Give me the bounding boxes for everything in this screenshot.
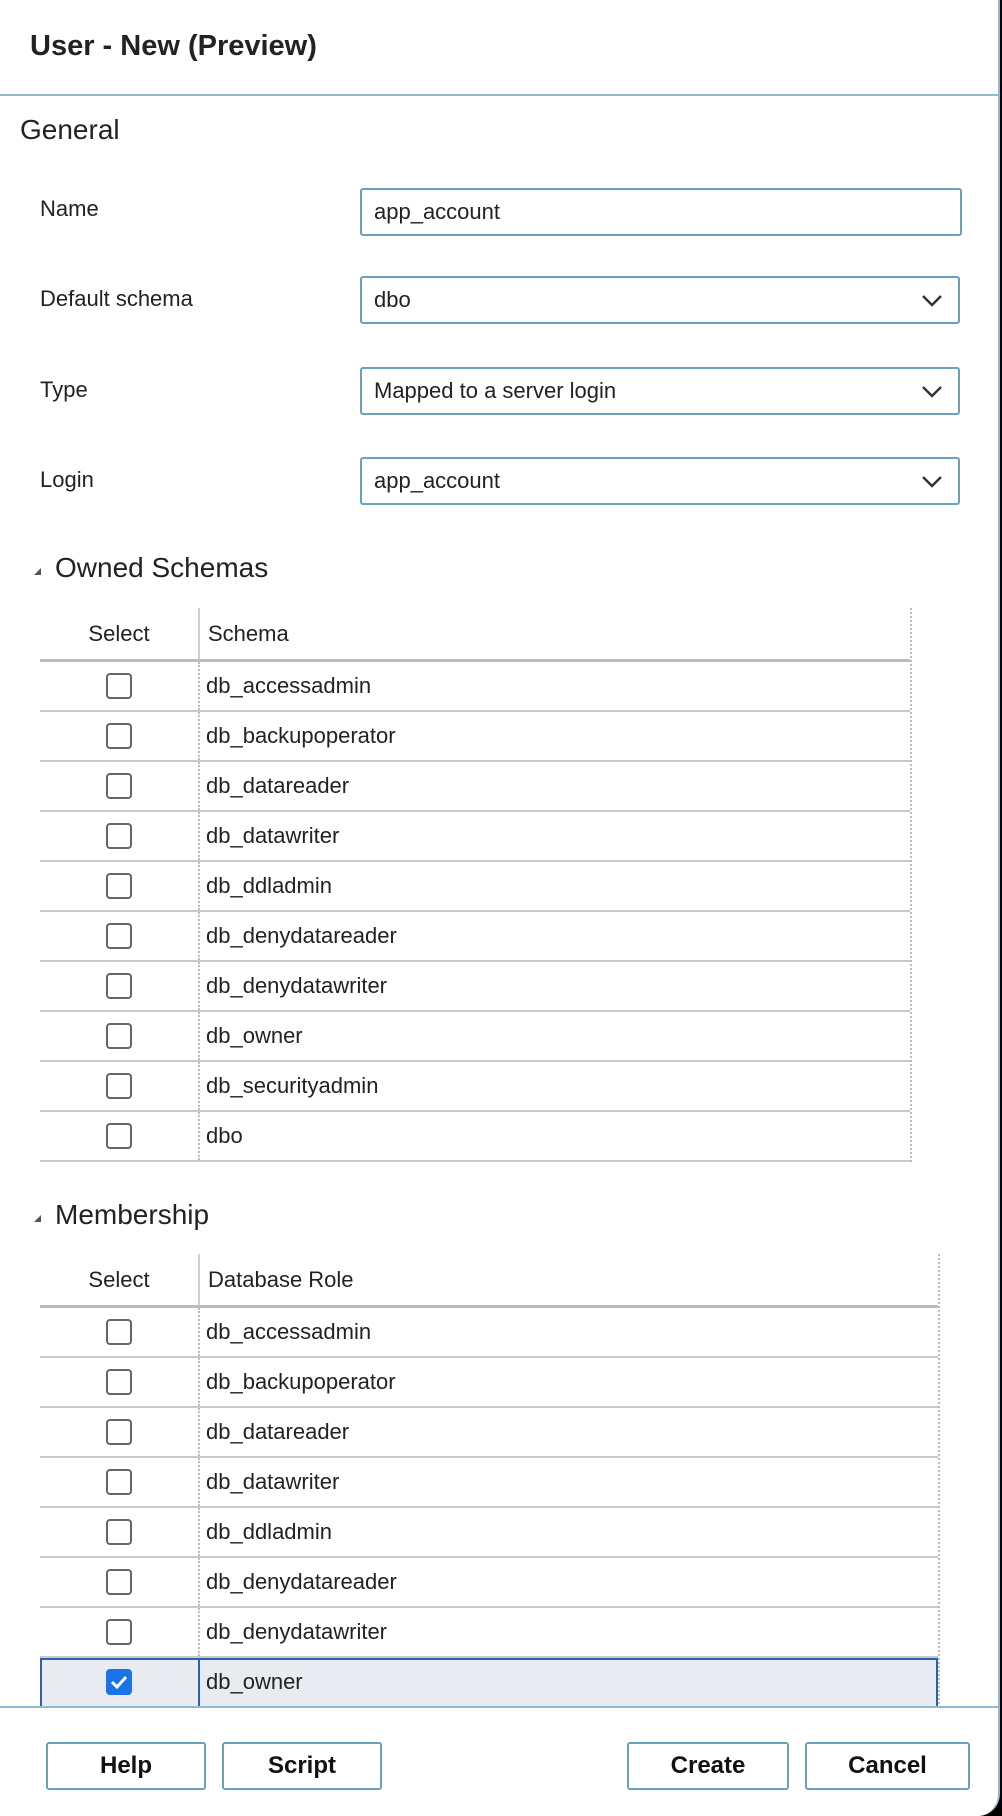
collapse-triangle-icon bbox=[34, 568, 41, 575]
name-label: Name bbox=[40, 196, 99, 221]
schema-column-header[interactable]: Schema bbox=[208, 621, 289, 646]
grid-header bbox=[40, 1254, 938, 1308]
row-checkbox[interactable] bbox=[106, 1369, 132, 1395]
owned-schemas-toggle[interactable] bbox=[34, 552, 268, 584]
select-cell bbox=[40, 1408, 200, 1456]
name-cell: db_denydatareader bbox=[206, 1569, 397, 1594]
type-label: Type bbox=[40, 377, 88, 402]
dialog-content[interactable] bbox=[0, 98, 998, 1706]
help-button[interactable]: Help bbox=[46, 1742, 206, 1790]
name-cell: db_ddladmin bbox=[206, 1519, 332, 1544]
login-select[interactable] bbox=[360, 457, 960, 505]
select-cell bbox=[40, 1608, 200, 1656]
name-cell: db_backupoperator bbox=[206, 1369, 396, 1394]
select-cell bbox=[40, 1308, 200, 1356]
default-schema-value: dbo bbox=[374, 287, 411, 312]
name-cell: db_datareader bbox=[206, 773, 350, 798]
table-row[interactable] bbox=[40, 662, 910, 712]
table-row[interactable] bbox=[40, 1508, 938, 1558]
table-row[interactable] bbox=[40, 1458, 938, 1508]
chevron-down-icon bbox=[920, 471, 944, 491]
row-checkbox[interactable] bbox=[106, 973, 132, 999]
create-button[interactable]: Create bbox=[627, 1742, 789, 1790]
name-cell: db_datawriter bbox=[206, 823, 340, 848]
select-column-header[interactable]: Select bbox=[40, 1254, 200, 1305]
name-cell: db_backupoperator bbox=[206, 723, 396, 748]
name-cell: db_denydatawriter bbox=[206, 973, 388, 998]
name-cell: db_datareader bbox=[206, 1419, 350, 1444]
select-cell bbox=[40, 962, 200, 1010]
membership-title: Membership bbox=[55, 1199, 210, 1230]
row-checkbox[interactable] bbox=[106, 873, 132, 899]
dialog-header bbox=[0, 0, 998, 96]
select-cell bbox=[40, 812, 200, 860]
table-row[interactable] bbox=[40, 1112, 910, 1162]
row-checkbox[interactable] bbox=[106, 673, 132, 699]
select-cell bbox=[40, 912, 200, 960]
name-cell: db_accessadmin bbox=[206, 1319, 372, 1344]
row-checkbox[interactable] bbox=[106, 1569, 132, 1595]
select-cell bbox=[40, 1358, 200, 1406]
table-row[interactable] bbox=[40, 1658, 938, 1706]
table-row[interactable] bbox=[40, 912, 910, 962]
general-section-title: General bbox=[20, 114, 120, 145]
collapse-triangle-icon bbox=[34, 1215, 41, 1222]
row-checkbox[interactable] bbox=[106, 1469, 132, 1495]
dialog-title: User - New (Preview) bbox=[30, 30, 317, 62]
row-checkbox[interactable] bbox=[106, 1023, 132, 1049]
select-cell bbox=[40, 1458, 200, 1506]
table-row[interactable] bbox=[40, 712, 910, 762]
row-checkbox[interactable] bbox=[106, 823, 132, 849]
name-cell: db_owner bbox=[206, 1669, 303, 1694]
owned-schemas-grid bbox=[40, 608, 912, 1162]
dialog-footer bbox=[0, 1706, 998, 1816]
table-row[interactable] bbox=[40, 1358, 938, 1408]
select-cell bbox=[40, 1508, 200, 1556]
row-checkbox[interactable] bbox=[106, 1319, 132, 1345]
name-input[interactable] bbox=[360, 188, 962, 236]
table-row[interactable] bbox=[40, 1558, 938, 1608]
select-cell bbox=[40, 1558, 200, 1606]
login-label: Login bbox=[40, 467, 94, 492]
table-row[interactable] bbox=[40, 1012, 910, 1062]
name-input-value: app_account bbox=[374, 199, 500, 224]
row-checkbox[interactable] bbox=[106, 723, 132, 749]
select-cell bbox=[40, 1112, 200, 1160]
name-cell: dbo bbox=[206, 1123, 243, 1148]
type-value: Mapped to a server login bbox=[374, 378, 617, 403]
name-cell: db_ddladmin bbox=[206, 873, 332, 898]
select-cell bbox=[40, 862, 200, 910]
select-cell bbox=[40, 1012, 200, 1060]
table-row[interactable] bbox=[40, 1408, 938, 1458]
row-checkbox[interactable] bbox=[106, 1123, 132, 1149]
select-cell bbox=[40, 1658, 200, 1706]
membership-toggle[interactable] bbox=[34, 1199, 209, 1231]
row-checkbox[interactable] bbox=[106, 1073, 132, 1099]
login-value: app_account bbox=[374, 468, 500, 493]
table-row[interactable] bbox=[40, 862, 910, 912]
default-schema-select[interactable] bbox=[360, 276, 960, 324]
row-checkbox[interactable] bbox=[106, 923, 132, 949]
select-column-header[interactable]: Select bbox=[40, 608, 200, 659]
select-cell bbox=[40, 662, 200, 710]
name-cell: db_owner bbox=[206, 1023, 303, 1048]
chevron-down-icon bbox=[920, 290, 944, 310]
type-select[interactable] bbox=[360, 367, 960, 415]
script-button[interactable]: Script bbox=[222, 1742, 382, 1790]
row-checkbox[interactable] bbox=[106, 1619, 132, 1645]
table-row[interactable] bbox=[40, 1608, 938, 1658]
name-cell: db_denydatawriter bbox=[206, 1619, 388, 1644]
chevron-down-icon bbox=[920, 381, 944, 401]
table-row[interactable] bbox=[40, 962, 910, 1012]
grid-header bbox=[40, 608, 910, 662]
row-checkbox[interactable] bbox=[106, 1419, 132, 1445]
membership-grid bbox=[40, 1254, 940, 1706]
name-cell: db_securityadmin bbox=[206, 1073, 379, 1098]
row-checkbox[interactable] bbox=[106, 1669, 132, 1695]
row-checkbox[interactable] bbox=[106, 1519, 132, 1545]
select-cell bbox=[40, 712, 200, 760]
name-cell: db_datawriter bbox=[206, 1469, 340, 1494]
table-row[interactable] bbox=[40, 1062, 910, 1112]
select-cell bbox=[40, 1062, 200, 1110]
table-row[interactable] bbox=[40, 1308, 938, 1358]
checkmark-icon bbox=[110, 1674, 128, 1690]
default-schema-label: Default schema bbox=[40, 286, 193, 311]
database-role-column-header[interactable]: Database Role bbox=[208, 1267, 354, 1292]
owned-schemas-title: Owned Schemas bbox=[55, 552, 269, 583]
name-cell: db_denydatareader bbox=[206, 923, 397, 948]
select-cell bbox=[40, 762, 200, 810]
table-row[interactable] bbox=[40, 762, 910, 812]
cancel-button[interactable]: Cancel bbox=[805, 1742, 970, 1790]
name-cell: db_accessadmin bbox=[206, 673, 372, 698]
table-row[interactable] bbox=[40, 812, 910, 862]
row-checkbox[interactable] bbox=[106, 773, 132, 799]
